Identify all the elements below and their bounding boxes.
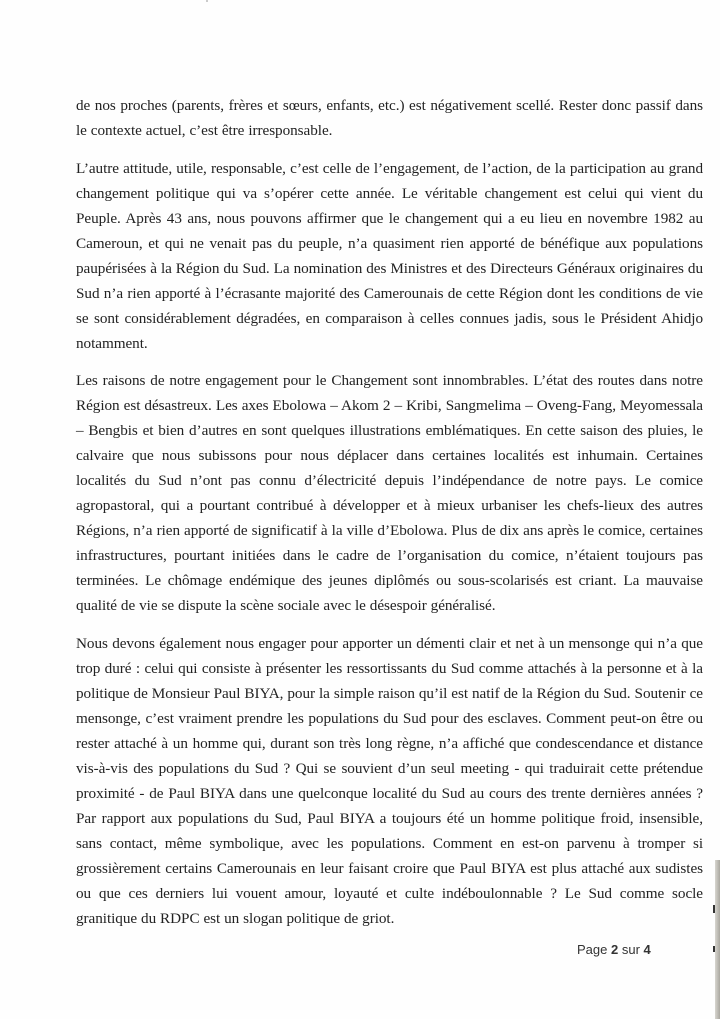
paragraph: de nos proches (parents, frères et sœurs, enfants, etc.) est négativement scellé. Rester donc passif dans le contexte actuel, c’est être irresponsable.: [76, 97, 703, 139]
scan-artifact-mark: [713, 905, 715, 913]
document-body: [76, 93, 703, 943]
page-number-footer: [577, 942, 651, 957]
paragraph: L’autre attitude, utile, responsable, c’est celle de l’engagement, de l’action, de la participation au grand changement politique qui va s’opérer cette année. Le véritable changement est celui qui vient du Peuple. Après 43 ans, nous pouvons affirmer que le changement qui a eu lieu en novembre 1982 au Cameroun, et qui ne venait pas du peuple, n’a quasiment rien apporté de bénéfique aux populations paupérisées à la Région du Sud. La nomination des Ministres et des Directeurs Généraux originaires du Sud n’a rien apporté à l’écrasante majorité des Camerounais de cette Région dont les conditions de vie se sont considérablement dégradées, en comparaison à celles connues jadis, sous le Président Ahidjo notamment.: [76, 159, 703, 352]
scan-speck: [206, 0, 208, 2]
scan-artifact-mark: [713, 946, 715, 952]
total-pages: 4: [643, 942, 651, 957]
current-page-number: 2: [611, 942, 619, 957]
paragraph: Nous devons également nous engager pour apporter un démenti clair et net à un mensonge qui n’a que trop duré : celui qui consiste à présenter les ressortissants du Sud comme attachés à la personne et à la politique de Monsieur Paul BIYA, pour la simple raison qu’il est natif de la Région du Sud. Soutenir ce mensonge, c’est vraiment prendre les populations du Sud pour des esclaves. Comment peut-on être ou rester attaché à un homme qui, durant son très long règne, n’a affiché que condescendance et distance vis-à-vis des populations du Sud ? Qui se souvient d’un seul meeting - qui traduirait cette prétendue proximité - de Paul BIYA dans une quelconque localité du Sud au cours des trente dernières années ? Par rapport aux populations du Sud, Paul BIYA a toujours été un homme politique froid, insensible, sans contact, même symbolique, avec les populations. Comment en est-on parvenu à tromper si grossièrement certains Camerounais en leur faisant croire que Paul BIYA est plus attaché aux sudistes ou que ces derniers lui vouent amour, loyauté et culte indéboulonnable ? Le Sud comme socle granitique du RDPC est un slogan politique de griot.: [76, 634, 703, 927]
scan-edge-shadow: [715, 860, 720, 1019]
paragraph: Les raisons de notre engagement pour le Changement sont innombrables. L’état des routes dans notre Région est désastreux. Les axes Ebolowa – Akom 2 – Kribi, Sangmelima – Oveng-Fang, Meyomessala – Bengbis et bien d’autres en sont quelques illustrations emblématiques. En cette saison des pluies, le calvaire que nous subissons pour nous déplacer dans certaines localités est inhumain. Certaines localités du Sud n’ont pas connu d’électricité depuis l’indépendance de notre pays. Le comice agropastoral, qui a pourtant contribué à développer et à mieux urbaniser les chefs-lieux des autres Régions, n’a rien apporté de significatif à la ville d’Ebolowa. Plus de dix ans après le comice, certaines infrastructures, pourtant initiées dans le cadre de l’organisation du comice, n’étaient toujours pas terminées. Le chômage endémique des jeunes diplômés ou sous-scolarisés est criant. La mauvaise qualité de vie se dispute la scène sociale avec le désespoir généralisé.: [76, 372, 703, 614]
page-label: Page: [577, 942, 608, 957]
page-separator: sur: [621, 942, 640, 957]
